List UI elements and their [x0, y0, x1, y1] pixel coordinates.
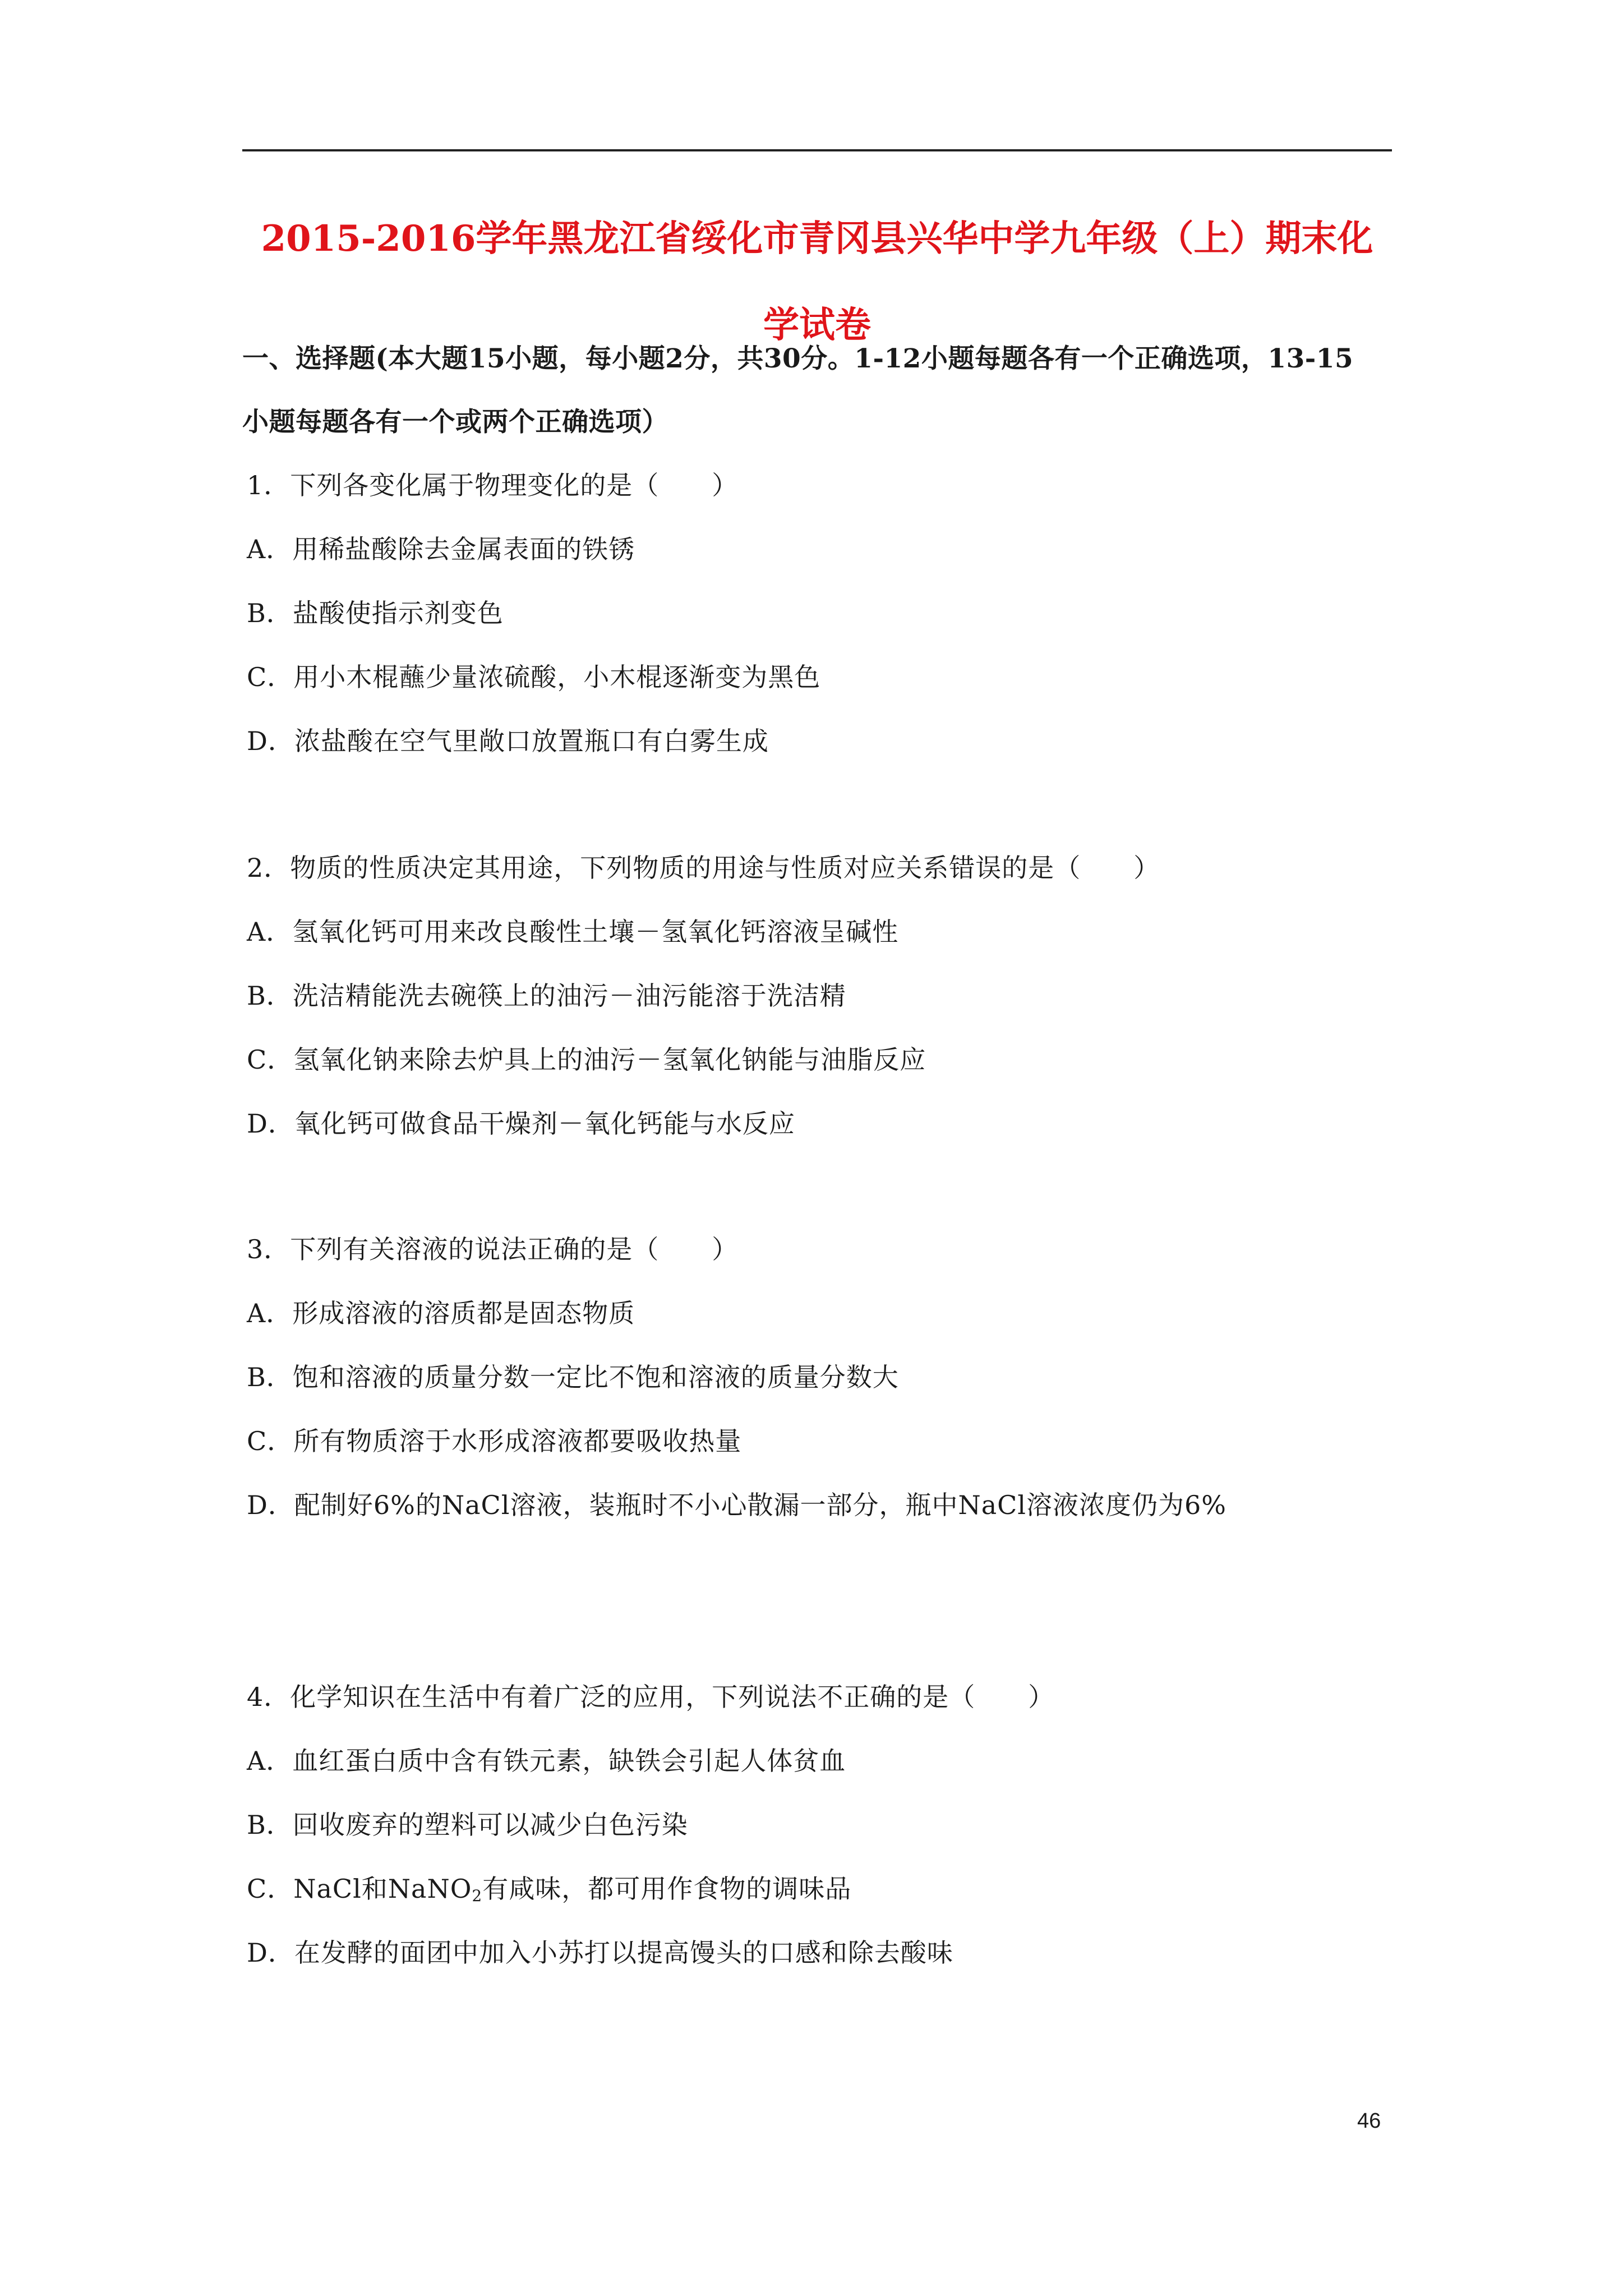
header-rule [242, 149, 1392, 151]
page-number: 46 [1357, 2109, 1381, 2133]
question-4-option-d: D．在发酵的面团中加入小苏打以提高馒头的口感和除去酸味 [247, 1938, 953, 1968]
question-1-option-a: A．用稀盐酸除去金属表面的铁锈 [247, 534, 635, 564]
nitrite-subscript: 2 [472, 1887, 483, 1905]
question-4-option-a: A．血红蛋白质中含有铁元素，缺铁会引起人体贫血 [247, 1746, 846, 1776]
question-2-option-a: A．氢氧化钙可用来改良酸性土壤－氢氧化钙溶液呈碱性 [247, 917, 899, 947]
question-3-option-d: D．配制好6%的NaCl溶液，装瓶时不小心散漏一部分，瓶中NaCl溶液浓度仍为6% [247, 1490, 1227, 1520]
question-2-option-b: B．洗洁精能洗去碗筷上的油污－油污能溶于洗洁精 [247, 981, 846, 1011]
question-3-option-a: A．形成溶液的溶质都是固态物质 [247, 1298, 635, 1328]
question-4-option-c [247, 1872, 851, 1906]
question-1-stem: 1．下列各变化属于物理变化的是（ ） [247, 470, 739, 500]
question-4-stem: 4．化学知识在生活中有着广泛的应用，下列说法不正确的是（ ） [247, 1682, 1055, 1712]
question-3-option-c: C．所有物质溶于水形成溶液都要吸收热量 [247, 1426, 742, 1456]
question-1-option-d: D．浓盐酸在空气里敞口放置瓶口有白雾生成 [247, 726, 769, 756]
question-1-option-b: B．盐酸使指示剂变色 [247, 598, 504, 628]
exam-title-line-2: 学试卷 [763, 304, 871, 346]
question-1-option-c: C．用小木棍蘸少量浓硫酸，小木棍逐渐变为黑色 [247, 662, 821, 692]
question-3-option-b: B．饱和溶液的质量分数一定比不饱和溶液的质量分数大 [247, 1362, 899, 1392]
question-2-stem: 2．物质的性质决定其用途，下列物质的用途与性质对应关系错误的是（ ） [247, 853, 1160, 883]
question-4-option-b: B．回收废弃的塑料可以减少白色污染 [247, 1810, 688, 1840]
question-2-option-c: C．氢氧化钠来除去炉具上的油污－氢氧化钠能与油脂反应 [247, 1045, 926, 1075]
exam-title-line-1: 2015-2016学年黑龙江省绥化市青冈县兴华中学九年级（上）期末化 [261, 218, 1373, 260]
question-2-option-d: D．氧化钙可做食品干燥剂－氧化钙能与水反应 [247, 1108, 795, 1139]
section-heading-line-2: 小题每题各有一个或两个正确选项） [242, 407, 668, 438]
option-c-prefix: C．NaCl和NaNO [247, 1874, 472, 1904]
option-c-suffix: 有咸味，都可用作食物的调味品 [482, 1874, 852, 1904]
section-heading-line-1: 一、选择题(本大题15小题，每小题2分，共30分。1-12小题每题各有一个正确选项，13-15 [242, 343, 1354, 374]
question-3-stem: 3．下列有关溶液的说法正确的是（ ） [247, 1234, 739, 1264]
